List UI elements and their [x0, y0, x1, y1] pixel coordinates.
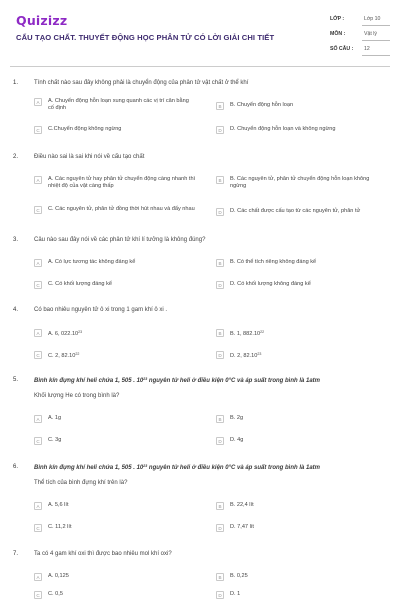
option-text: C. 11,2 lít: [48, 524, 72, 530]
option-text: A. Chuyển động hỗn loạn xung quanh các vị trí cân bằng cố định: [48, 98, 189, 111]
option-text: D. 7,47 lít: [230, 524, 254, 530]
option-letter-box: C: [34, 591, 42, 599]
option-letter-box: C: [34, 281, 42, 289]
question-subtext: Khối lượng He có trong bình là?: [34, 393, 120, 399]
subject-value: Vật lý: [364, 31, 377, 37]
option-text: D. 4g: [230, 437, 244, 443]
count-field: [330, 46, 390, 57]
option-letter-box: C: [34, 206, 42, 214]
option-text: C. 0,5: [48, 591, 63, 597]
field-underline: [362, 40, 390, 41]
quizizz-logo: Quizizz: [16, 13, 68, 28]
option-text: A. 6, 022.10$^{23}$: [48, 330, 83, 337]
option-text: A. 5,6 lít: [48, 502, 69, 508]
option-letter-box: A: [34, 573, 42, 581]
option-text: B. 22,4 lít: [230, 502, 254, 508]
option-letter-box: A: [34, 415, 42, 423]
option-text: C. 3g: [48, 437, 62, 443]
option-letter-box: B: [216, 329, 224, 337]
option-letter-box: D: [216, 437, 224, 445]
option-text: A. Các nguyên tử hay phân tử chuyển động càng nhanh thì nhiệt độ của vật càng thấp: [48, 176, 196, 189]
option-text: B. Chuyển động hỗn loạn: [230, 102, 294, 108]
option-letter-box: C: [34, 126, 42, 134]
option-letter-box: A: [34, 176, 42, 184]
option-text: A. 0,125: [48, 573, 69, 579]
option-letter-box: D: [216, 351, 224, 359]
question-text: Có bao nhiêu nguyên tử ô xi trong 1 gam khí ô xi .: [34, 307, 168, 313]
question-text: Bình kín đựng khí heli chứa 1, 505 . $10^{23}$ nguyên tử heli ở điều kiện 0°C và áp suất trong bình là 1atm: [34, 377, 321, 384]
subject-field: [330, 31, 390, 42]
option-letter-box: A: [34, 502, 42, 510]
question-number: 5.: [13, 377, 19, 383]
option-text: C. Có khối lượng đáng kể: [48, 281, 113, 287]
option-letter-box: D: [216, 591, 224, 599]
question-text: Ta có 4 gam khí oxi thì được bao nhiêu mol khí oxi?: [34, 551, 172, 557]
class-field: [330, 16, 390, 27]
option-letter-box: C: [34, 524, 42, 532]
option-letter-box: A: [34, 329, 42, 337]
option-letter-box: D: [216, 281, 224, 289]
option-letter-box: D: [216, 126, 224, 134]
class-value: Lớp 10: [364, 16, 381, 22]
option-text: B. Các nguyên tử, phân tử chuyển động hỗn loạn không ngừng: [230, 176, 370, 189]
option-text: B. 0,25: [230, 573, 248, 579]
option-letter-box: B: [216, 415, 224, 423]
exponent: 23: [257, 352, 262, 356]
field-underline: [362, 25, 390, 26]
option-text: D. 2, 82.10$^{23}$: [230, 352, 262, 359]
worksheet-header: [0, 0, 400, 66]
page-title: CẤU TẠO CHẤT. THUYẾT ĐỘNG HỌC PHÂN TỬ CÓ LỜI GIẢI CHI TIẾT: [16, 33, 275, 42]
option-text: C. Các nguyên tử, phân tử đồng thời hút nhau và đẩy nhau: [48, 206, 195, 212]
option-letter-box: D: [216, 524, 224, 532]
option-letter-box: B: [216, 176, 224, 184]
option-text: D. Chuyển động hỗn loạn và không ngừng: [230, 126, 336, 132]
question-text: Bình kín đựng khí heli chứa 1, 505 . $10^{23}$ nguyên tử heli ở điều kiện 0°C và áp suất trong bình là 1atm: [34, 464, 321, 471]
option-text: B. 1, 882.10$^{22}$: [230, 330, 265, 337]
option-text: D. 1: [230, 591, 241, 597]
subject-label: MÔN :: [330, 31, 346, 37]
exponent: 22: [75, 352, 80, 356]
option-text: B. 2g: [230, 415, 244, 421]
option-letter-box: B: [216, 102, 224, 110]
class-label: LỚP :: [330, 16, 345, 22]
question-number: 7.: [13, 551, 19, 557]
option-letter-box: D: [216, 208, 224, 216]
option-letter-box: A: [34, 259, 42, 267]
question-number: 1.: [13, 80, 19, 86]
question-text: Điều nào sai là sai khi nói về cấu tạo chất: [34, 154, 145, 160]
question-number: 2.: [13, 154, 19, 160]
count-label: SỐ CÂU :: [330, 46, 354, 52]
option-text: B. Có thể tích riêng không đáng kể: [230, 259, 317, 265]
option-letter-box: C: [34, 437, 42, 445]
option-text: D. Có khối lượng không đáng kể: [230, 281, 311, 287]
exponent: 23: [143, 464, 148, 468]
option-text: C. 2, 82.10$^{22}$: [48, 352, 80, 359]
question-number: 4.: [13, 307, 19, 313]
option-text: C.Chuyển động không ngừng: [48, 126, 122, 132]
option-letter-box: A: [34, 98, 42, 106]
question-number: 3.: [13, 237, 19, 243]
header-divider: [10, 66, 390, 67]
question-text: Tính chất nào sau đây không phải là chuyển động của phân tử vật chất ở thể khí: [34, 80, 249, 86]
question-number: 6.: [13, 464, 19, 470]
option-text: D. Các chất được cấu tạo từ các nguyên tử, phân tử: [230, 208, 361, 214]
option-letter-box: C: [34, 351, 42, 359]
question-text: Câu nào sau đây nói về các phân tử khí lí tưởng là không đúng?: [34, 237, 206, 243]
question-subtext: Thể tích của bình đựng khí trên là?: [34, 480, 128, 486]
count-value: 12: [364, 46, 370, 52]
exponent: 23: [78, 330, 83, 334]
option-text: A. Có lực tương tác không đáng kể: [48, 259, 136, 265]
exponent: 23: [143, 377, 148, 381]
option-text: A. 1g: [48, 415, 62, 421]
exponent: 22: [260, 330, 265, 334]
field-underline: [362, 55, 390, 56]
option-letter-box: B: [216, 259, 224, 267]
option-letter-box: B: [216, 502, 224, 510]
option-letter-box: B: [216, 573, 224, 581]
